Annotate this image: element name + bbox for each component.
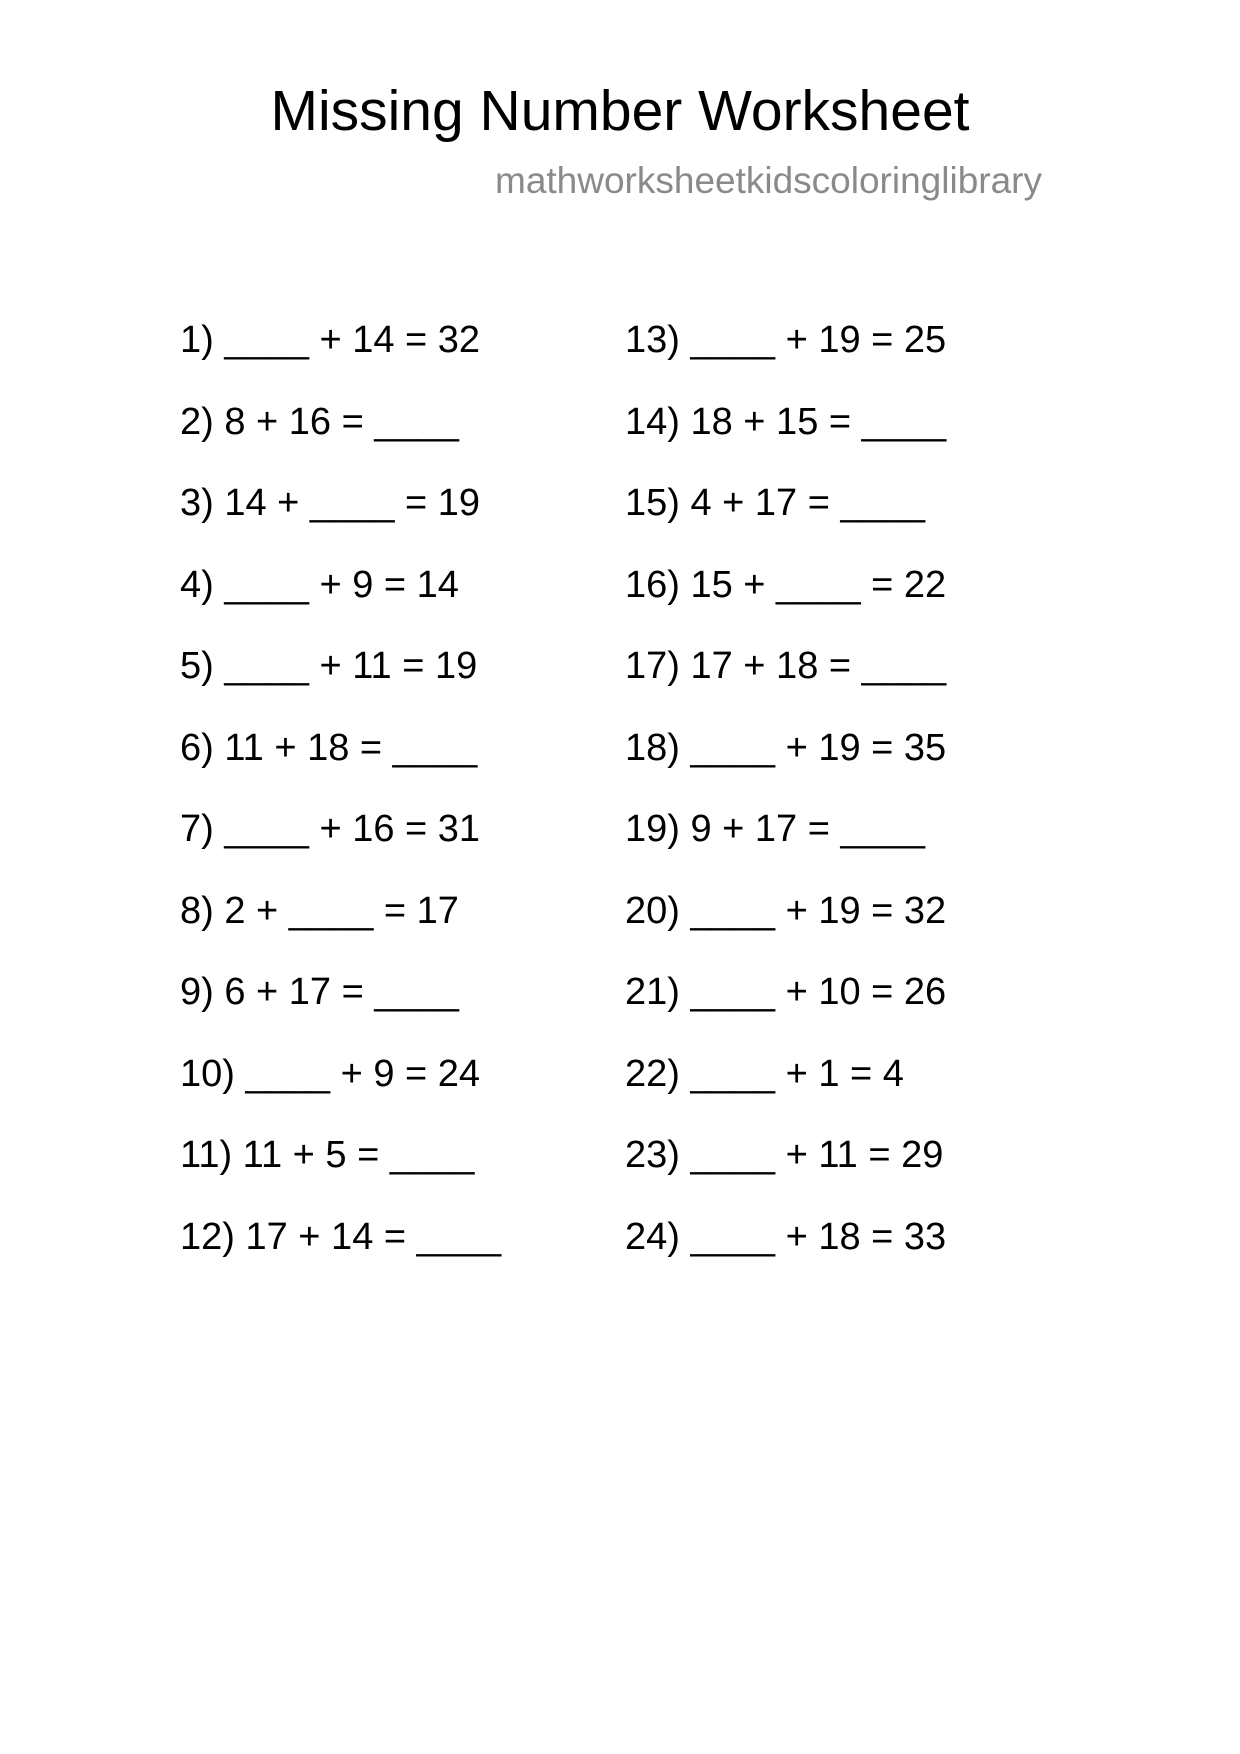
problem-item: 13) ____ + 19 = 25 — [625, 319, 947, 361]
problem-item: 1) ____ + 14 = 32 — [180, 319, 481, 361]
problem-item: 10) ____ + 9 = 24 — [180, 1052, 481, 1095]
problem-item: 12) 17 + 14 = ____ — [180, 1215, 502, 1258]
problem-item: 18) ____ + 19 = 35 — [625, 726, 947, 769]
problem-item: 16) 15 + ____ = 22 — [625, 563, 947, 606]
problem-item: 15) 4 + 17 = ____ — [625, 482, 926, 524]
problem-item: 8) 2 + ____ = 17 — [180, 889, 459, 932]
problem-column-left — [0, 300, 502, 1278]
problem-item: 24) ____ + 18 = 33 — [625, 1215, 947, 1258]
problem-item: 9) 6 + 17 = ____ — [180, 971, 459, 1013]
problem-item: 6) 11 + 18 = ____ — [180, 726, 478, 769]
page-title: Missing Number Worksheet — [270, 79, 970, 143]
page-subtitle: mathworksheetkidscoloringlibrary — [495, 160, 1042, 201]
problem-item: 23) ____ + 11 = 29 — [625, 1134, 944, 1176]
problem-item: 4) ____ + 9 = 14 — [180, 563, 459, 606]
problem-item: 14) 18 + 15 = ____ — [625, 400, 947, 443]
problem-item: 11) 11 + 5 = ____ — [180, 1134, 475, 1176]
problem-grid — [0, 300, 1240, 1278]
problem-item: 7) ____ + 16 = 31 — [180, 808, 481, 850]
problem-item: 21) ____ + 10 = 26 — [625, 971, 947, 1013]
problem-item: 20) ____ + 19 = 32 — [625, 889, 947, 932]
problem-item: 3) 14 + ____ = 19 — [180, 482, 481, 524]
problem-column-right — [450, 300, 1010, 1278]
problem-item: 2) 8 + 16 = ____ — [180, 400, 459, 443]
problem-item: 22) ____ + 1 = 4 — [625, 1052, 904, 1095]
problem-item: 19) 9 + 17 = ____ — [625, 808, 926, 850]
problem-item: 5) ____ + 11 = 19 — [180, 645, 478, 687]
problem-item: 17) 17 + 18 = ____ — [625, 645, 947, 687]
